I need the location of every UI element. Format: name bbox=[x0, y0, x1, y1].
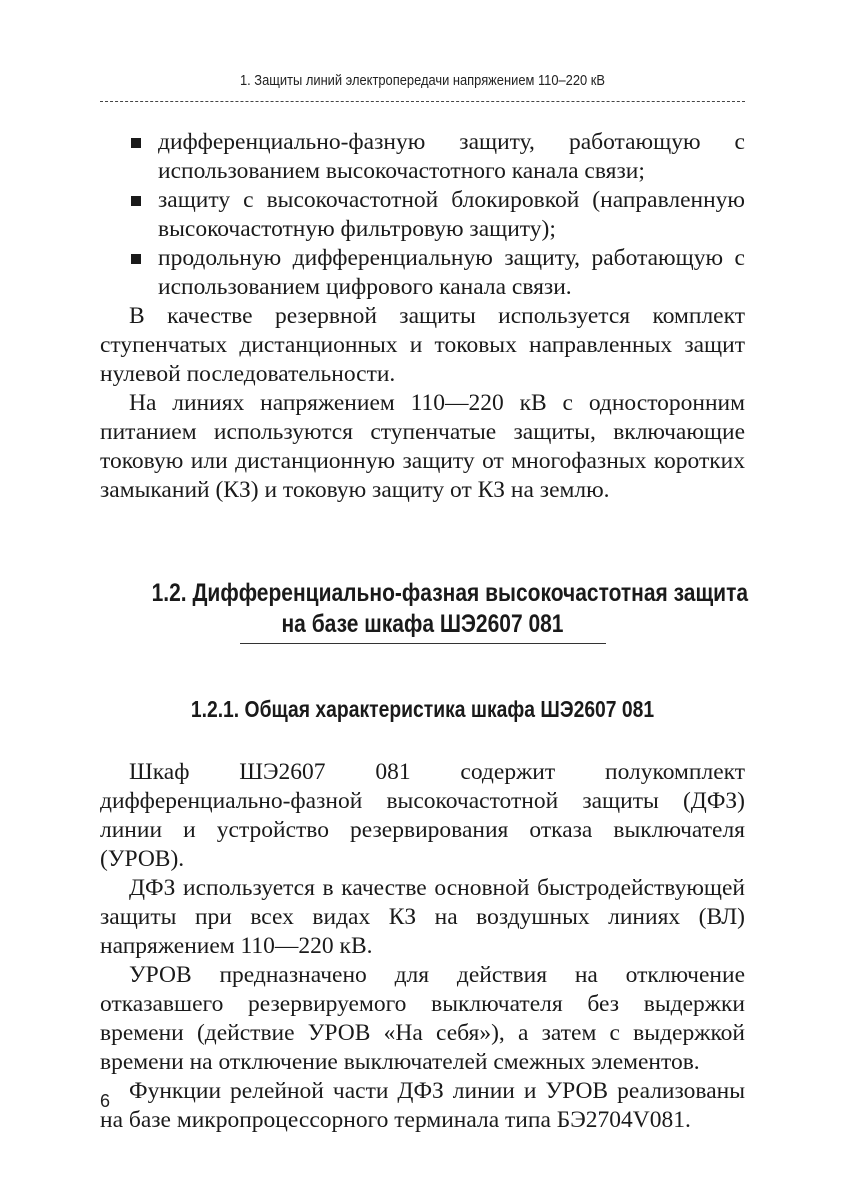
section-title-line-1: 1.2. Дифференциально-фазная высокочастотная защита bbox=[151, 579, 749, 607]
list-item bbox=[100, 128, 745, 186]
paragraph-urov-purpose: УРОВ предназначено для действия на отключение отказавшего резервируемого выключателя без выдержки времени (действие УРОВ «На себя»), а затем с выдержкой времени на отключение выключателей смежных элементов. bbox=[100, 962, 745, 1075]
square-bullet-icon bbox=[131, 254, 141, 264]
running-header: 1. Защиты линий электропередачи напряжением 110–220 кВ bbox=[239, 72, 606, 89]
bullet-list bbox=[100, 128, 745, 302]
bullet-text: продольную дифференциальную защиту, работающую с использованием цифрового канала связи. bbox=[158, 245, 745, 300]
paragraph-cabinet-contents: Шкаф ШЭ2607 081 содержит полукомплект дифференциально-фазной высокочастотной защиты (ДФЗ) линии и устройство резервирования отказа выключателя (УРОВ). bbox=[100, 759, 745, 872]
bullet-text: дифференциально-фазную защиту, работающую с использованием высокочастотного канала связи; bbox=[158, 129, 745, 184]
paragraph-one-side-feed: На линиях напряжением 110—220 кВ с односторонним питанием используются ступенчатые защиты, включающие токовую или дистанционную защиту от многофазных коротких замыканий (КЗ) и токовую защиту от КЗ на землю. bbox=[100, 390, 745, 503]
bullet-text: защиту с высокочастотной блокировкой (направленную высокочастотную фильтровую защиту); bbox=[158, 187, 745, 242]
paragraph-reserve-protection: В качестве резервной защиты используется комплект ступенчатых дистанционных и токовых направленных защит нулевой последовательности. bbox=[100, 303, 745, 387]
list-item bbox=[100, 186, 745, 244]
square-bullet-icon bbox=[131, 196, 141, 206]
list-item bbox=[100, 244, 745, 302]
section-title-line-2: на базе шкафа ШЭ2607 081 bbox=[281, 610, 564, 638]
page-content bbox=[100, 128, 749, 1135]
section-title-underline bbox=[240, 643, 606, 644]
subsection-title: 1.2.1. Общая характеристика шкафа ШЭ2607 081 bbox=[190, 696, 655, 722]
paragraph-relay-functions: Функции релейной части ДФЗ линии и УРОВ реализованы на базе микропроцессорного терминала типа БЭ2704V081. bbox=[100, 1078, 745, 1133]
header-dashed-rule bbox=[100, 101, 745, 102]
square-bullet-icon bbox=[131, 138, 141, 148]
page-number: 6 bbox=[100, 1091, 111, 1111]
section-title bbox=[100, 578, 749, 640]
paragraph-dfz-usage: ДФЗ используется в качестве основной быстродействующей защиты при всех видах КЗ на воздушных линиях (ВЛ) напряжением 110—220 кВ. bbox=[100, 875, 745, 959]
